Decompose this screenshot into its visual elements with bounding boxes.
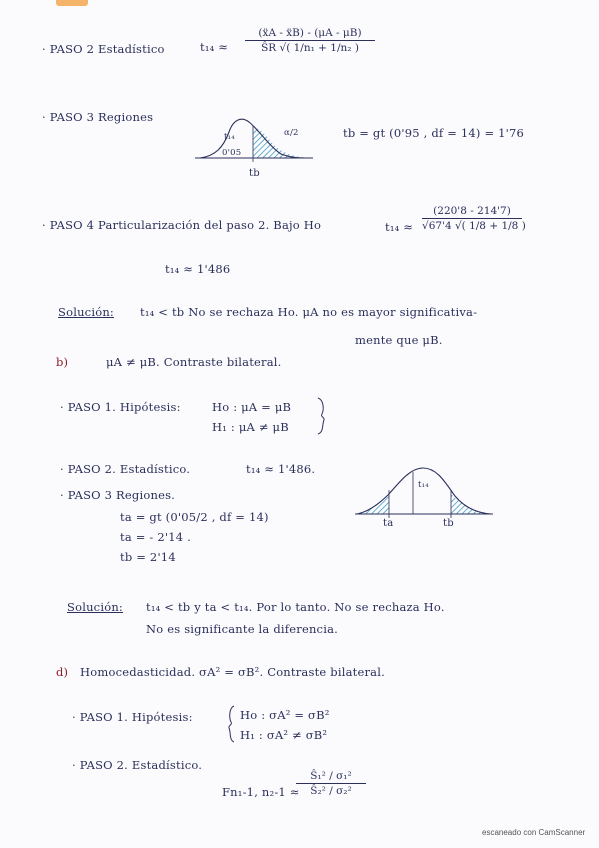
part-b-ta-value: ta = - 2'14 . [120,530,191,544]
graph-b-ta: ta [383,518,394,529]
normal-curve-graph-b [355,462,495,522]
paso4-result: t₁₄ ≈ 1'486 [165,262,231,276]
part-d-f-numerator: Ŝ₁² / σ₁² [310,770,352,782]
paso2-a-numerator: (ẍA - ẍB) - (μA - μB) [258,27,362,39]
paso4-label: · PASO 4 Particularización del paso 2. Bajo Ho [42,218,322,232]
part-d-title: Homocedasticidad. σA² = σB². Contraste bilateral. [80,665,385,679]
hypothesis-brace-d [226,704,236,744]
solucion-a-label: Solución: [58,305,115,319]
paso2-a-fraction [245,27,375,54]
part-d-h0: Ho : σA² = σB² [240,708,330,722]
solucion-b-label: Solución: [67,600,124,614]
solucion-b-text2: No es significante la diferencia. [146,622,338,636]
graph-a-tb: tb [249,168,260,179]
part-b-ta-formula: ta = gt (0'05/2 , df = 14) [120,510,269,524]
part-b-paso2-value: t₁₄ ≈ 1'486. [246,462,316,476]
paso4-denominator: √67'4 √( 1/8 + 1/8 ) [422,220,526,232]
part-b-h0: Ho : μA = μB [212,400,292,414]
tape-strip [56,0,88,6]
hypothesis-brace-b [316,396,330,436]
part-d-f-fraction [296,770,366,797]
part-b-h1: H₁ : μA ≠ μB [212,420,289,434]
part-b-paso3-label: · PASO 3 Regiones. [60,488,176,502]
paso3-a-formula: tb = gt (0'95 , df = 14) = 1'76 [343,126,525,140]
paso4-fraction [422,205,526,232]
scanner-footer: escaneado con CamScanner [482,828,586,837]
paso4-numerator: (220'8 - 214'7) [433,205,511,217]
part-d-paso1-label: · PASO 1. Hipótesis: [72,710,193,724]
paso3-a-label: · PASO 3 Regiones [42,110,154,124]
paso2-a-label: · PASO 2 Estadístico [42,42,165,56]
solucion-a-text2: mente que μB. [355,333,443,347]
part-d-f-denominator: Ŝ₂² / σ₂² [310,785,352,797]
paso2-a-lhs: t₁₄ ≈ [200,40,229,54]
part-d-f-lhs: Fn₁-1, n₂-1 ≈ [222,785,300,799]
graph-a-alpha: 0'05 [222,148,242,158]
part-b-tb-value: tb = 2'14 [120,550,176,564]
normal-curve-graph-a [195,112,315,172]
solucion-a-text1: t₁₄ < tb No se rechaza Ho. μA no es mayor significativa- [140,305,478,319]
solucion-b-text1: t₁₄ < tb y ta < t₁₄. Por lo tanto. No se rechaza Ho. [146,600,445,614]
paso4-lhs: t₁₄ ≈ [385,220,414,234]
graph-b-tb: tb [443,518,454,529]
part-b-title: μA ≠ μB. Contraste bilateral. [106,355,282,369]
part-d-letter: d) [56,665,69,679]
graph-a-alpha2: α/2 [284,128,299,138]
graph-a-t14: t₁₄ [224,132,235,142]
part-d-h1: H₁ : σA² ≠ σB² [240,728,328,742]
paso2-a-denominator: ŜR √( 1/n₁ + 1/n₂ ) [261,42,359,54]
part-b-paso2-label: · PASO 2. Estadístico. [60,462,191,476]
part-b-letter: b) [56,355,69,369]
part-d-paso2-label: · PASO 2. Estadístico. [72,758,203,772]
part-b-paso1-label: · PASO 1. Hipótesis: [60,400,181,414]
graph-b-t14: t₁₄ [418,480,429,490]
